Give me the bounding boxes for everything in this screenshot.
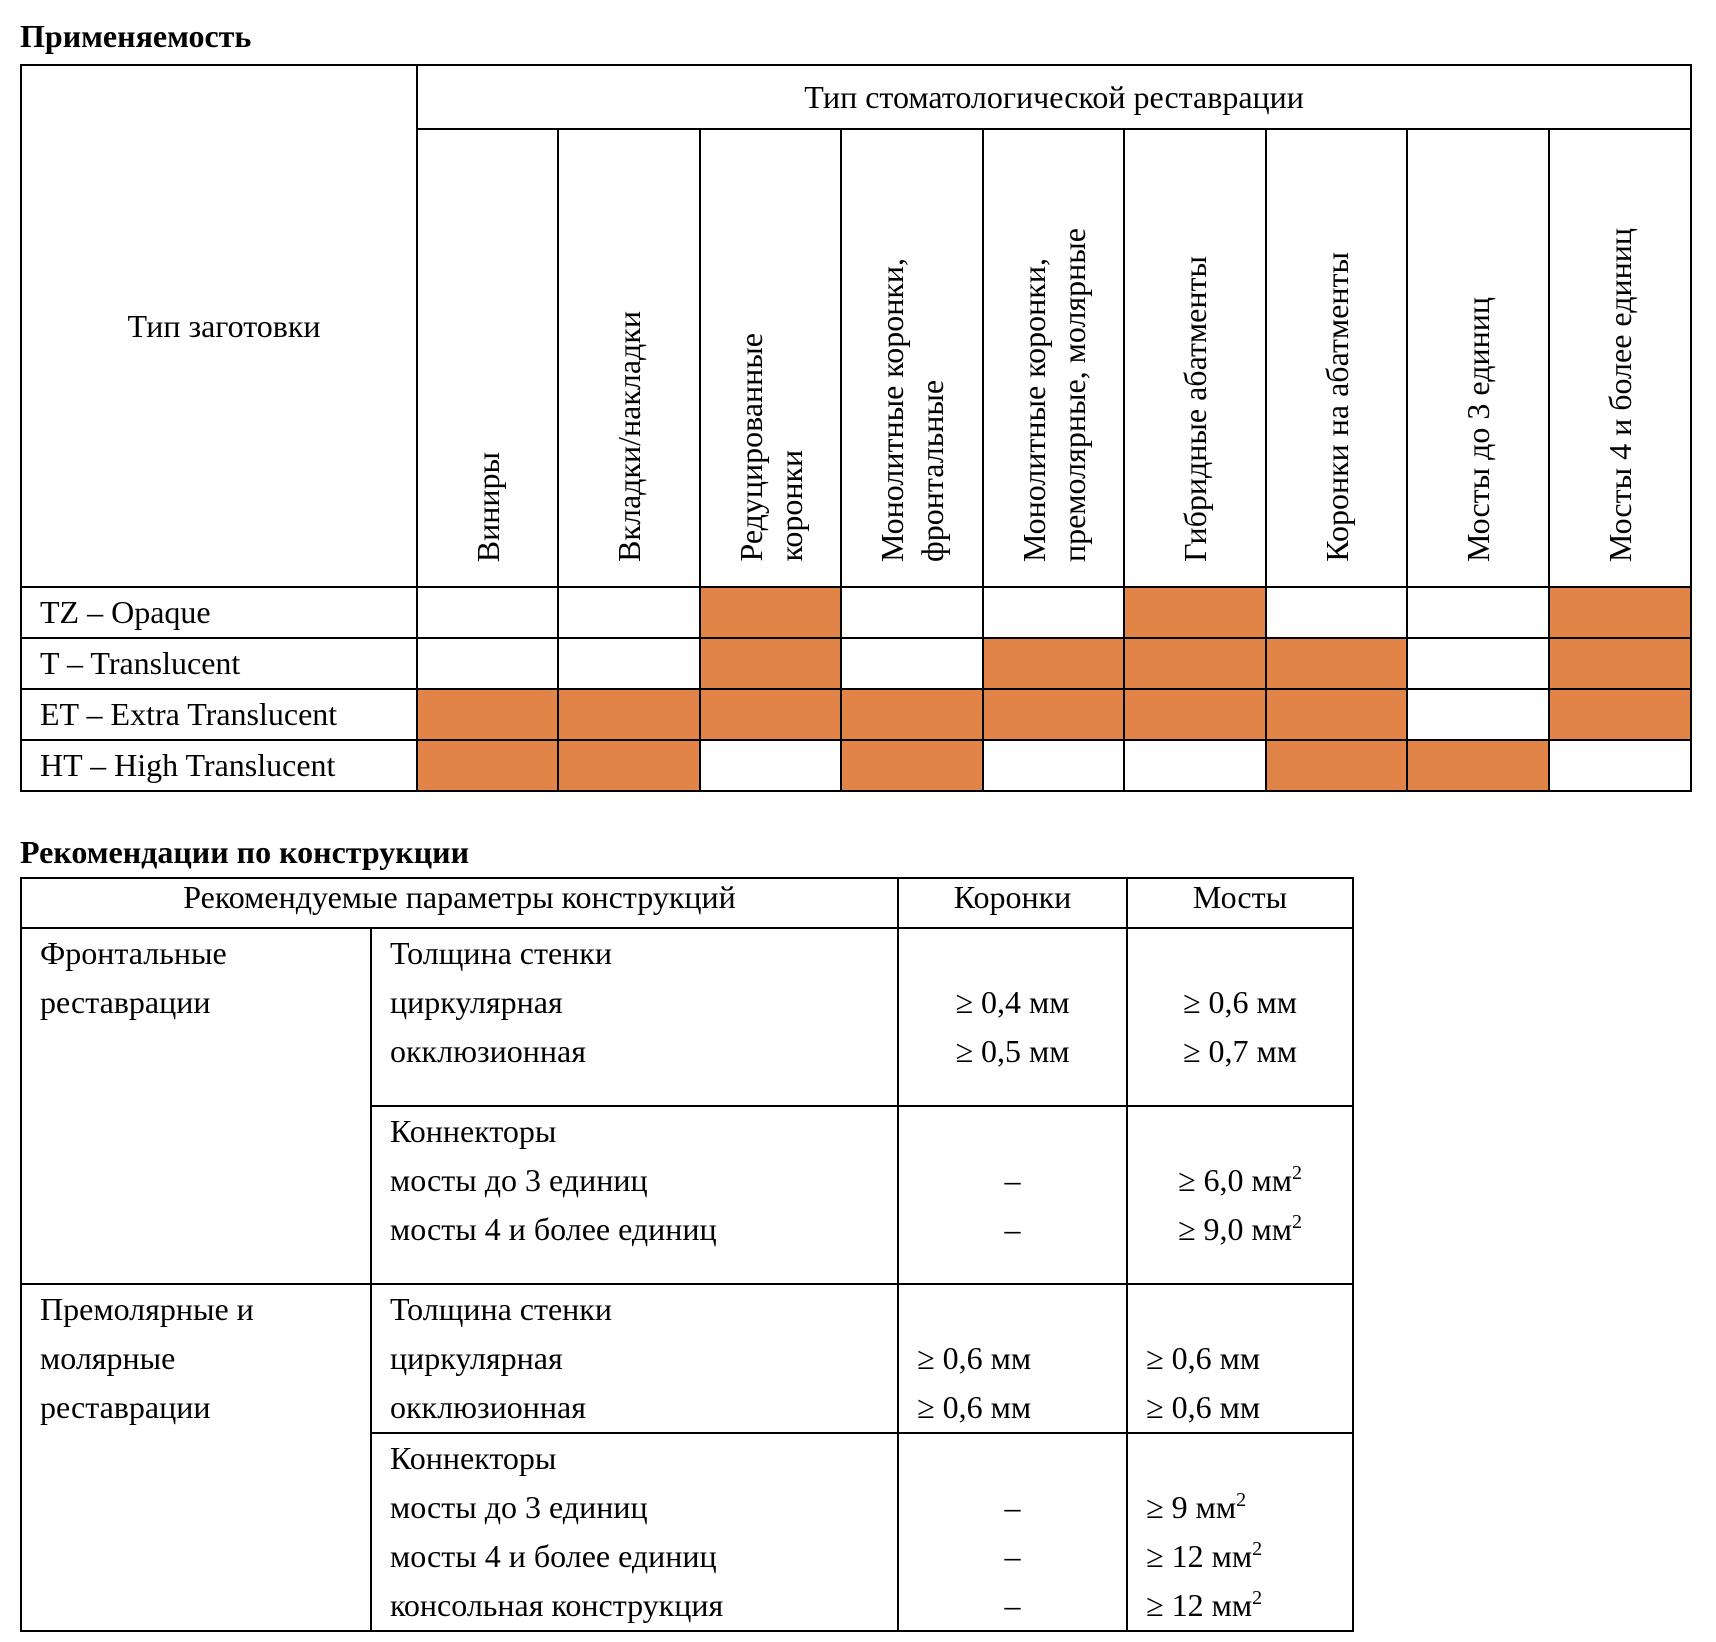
crowns-value: – <box>1004 1538 1021 1574</box>
not-applicable-cell <box>841 587 983 638</box>
bridges-value-text: ≥ 6,0 мм <box>1177 1162 1293 1198</box>
applicable-cell <box>841 689 983 740</box>
not-applicable-cell <box>841 638 983 689</box>
spacer <box>899 929 1126 978</box>
parameter-item: циркулярная <box>390 984 563 1020</box>
bridges-value-text: ≥ 0,6 мм <box>1182 984 1298 1020</box>
superscript: 2 <box>1292 1211 1303 1233</box>
parameter-item: мосты до 3 единиц <box>390 1489 648 1525</box>
superscript: 2 <box>1292 1162 1303 1184</box>
category-line: реставрации <box>40 984 211 1020</box>
parameter-title: Коннекторы <box>390 1440 557 1476</box>
column-label-line: Монолитные коронки, <box>1015 258 1052 562</box>
bridges-value-text: ≥ 0,6 мм <box>1146 1340 1261 1376</box>
column-label-line: Монолитные коронки, <box>874 258 910 562</box>
spacer <box>1128 929 1352 978</box>
parameter-cell <box>371 1433 898 1631</box>
not-applicable-cell <box>417 638 558 689</box>
applicable-cell <box>417 689 558 740</box>
restoration-column-header <box>1124 129 1266 587</box>
column-label-line: коронки <box>772 450 809 562</box>
crowns-value: ≥ 0,5 мм <box>955 1033 1070 1069</box>
recommendations-table <box>20 877 1354 1632</box>
column-label-line: Мосты 4 и более единиц <box>1602 227 1639 562</box>
bridges-value-cell <box>1127 1284 1353 1433</box>
applicable-cell <box>1266 638 1407 689</box>
bridges-value-text: ≥ 9,0 мм <box>1177 1211 1293 1247</box>
parameter-title: Коннекторы <box>390 1113 557 1149</box>
bridges-value <box>1128 1205 1352 1254</box>
table-row <box>21 689 1691 740</box>
superscript: 2 <box>1252 1538 1263 1560</box>
applicable-cell <box>1549 638 1691 689</box>
not-applicable-cell <box>1549 740 1691 791</box>
parameter-item: консольная конструкция <box>390 1587 724 1623</box>
category-line: Премолярные и <box>40 1291 254 1327</box>
crowns-value-cell <box>898 1433 1127 1631</box>
applicability-heading: Применяемость <box>20 18 252 54</box>
parameter-item: циркулярная <box>390 1340 563 1376</box>
parameter-item: окклюзионная <box>390 1033 586 1069</box>
applicable-cell <box>1266 689 1407 740</box>
parameter-item: мосты 4 и более единиц <box>390 1211 717 1247</box>
column-label-line: Виниры <box>469 451 506 562</box>
table-row <box>21 928 1353 1106</box>
spacer <box>899 1107 1126 1156</box>
not-applicable-cell <box>1266 587 1407 638</box>
not-applicable-cell <box>417 587 558 638</box>
applicable-cell <box>1266 740 1407 791</box>
bridges-value <box>1146 1383 1352 1432</box>
not-applicable-cell <box>983 740 1124 791</box>
applicable-cell <box>700 638 841 689</box>
restoration-column-header <box>983 129 1124 587</box>
table-row <box>21 638 1691 689</box>
not-applicable-cell <box>558 587 700 638</box>
restoration-column-header <box>417 129 558 587</box>
applicable-cell <box>1124 689 1266 740</box>
restoration-column-header <box>1549 129 1691 587</box>
column-label-line: Вкладки/накладки <box>611 311 647 562</box>
category-line: молярные <box>40 1340 176 1376</box>
crowns-value: – <box>1004 1489 1021 1525</box>
bridges-value-cell <box>1127 1433 1353 1631</box>
params-header: Рекомендуемые параметры конструкций <box>21 878 898 928</box>
crowns-value-cell <box>898 1284 1127 1433</box>
applicable-cell <box>700 587 841 638</box>
parameter-cell <box>371 928 898 1106</box>
category-line: реставрации <box>40 1389 211 1425</box>
bridges-value-text: ≥ 9 мм <box>1146 1489 1237 1525</box>
bridges-value-text: ≥ 0,6 мм <box>1146 1389 1261 1425</box>
not-applicable-cell <box>1407 638 1549 689</box>
parameter-cell <box>371 1284 898 1433</box>
crowns-value: ≥ 0,6 мм <box>917 1340 1032 1376</box>
parameter-item: окклюзионная <box>390 1389 586 1425</box>
restoration-column-header <box>558 129 700 587</box>
blank-type-label: TZ – Opaque <box>21 587 417 638</box>
bridges-value-cell <box>1127 1106 1353 1284</box>
vertical-label <box>872 258 952 562</box>
restoration-column-header <box>700 129 841 587</box>
bridges-value <box>1128 978 1352 1027</box>
parameter-item: мосты 4 и более единиц <box>390 1538 717 1574</box>
superscript: 2 <box>1252 1587 1263 1609</box>
blank-type-label: HT – High Translucent <box>21 740 417 791</box>
applicable-cell <box>558 740 700 791</box>
blank-type-header: Тип заготовки <box>21 65 417 587</box>
applicable-cell <box>558 689 700 740</box>
category-line: Фронтальные <box>40 935 227 971</box>
applicable-cell <box>1124 587 1266 638</box>
vertical-label <box>609 311 649 562</box>
bridges-value <box>1128 1156 1352 1205</box>
bridges-value <box>1128 1027 1352 1076</box>
bridges-value-text: ≥ 12 мм <box>1146 1587 1253 1623</box>
spacer <box>899 1434 1126 1483</box>
crowns-value-cell <box>898 928 1127 1106</box>
not-applicable-cell <box>558 638 700 689</box>
not-applicable-cell <box>1407 587 1549 638</box>
vertical-label <box>731 333 811 562</box>
crowns-value: ≥ 0,6 мм <box>917 1389 1032 1425</box>
blank-type-label: T – Translucent <box>21 638 417 689</box>
bridges-value <box>1146 1483 1352 1532</box>
parameter-cell <box>371 1106 898 1284</box>
bridges-value-cell <box>1127 928 1353 1106</box>
applicability-table <box>20 64 1692 792</box>
parameter-item: мосты до 3 единиц <box>390 1162 648 1198</box>
bridges-value <box>1146 1334 1352 1383</box>
not-applicable-cell <box>983 587 1124 638</box>
bridges-value-text: ≥ 12 мм <box>1146 1538 1253 1574</box>
column-label-line: Редуцированные <box>732 333 769 562</box>
restoration-category <box>21 1284 371 1631</box>
bridges-value-text: ≥ 0,7 мм <box>1182 1033 1298 1069</box>
vertical-label <box>1014 228 1094 562</box>
not-applicable-cell <box>1407 689 1549 740</box>
vertical-label <box>1600 228 1640 562</box>
crowns-value-cell <box>898 1106 1127 1284</box>
restoration-type-header: Тип стоматологической реставрации <box>417 65 1691 129</box>
spacer <box>917 1285 1126 1334</box>
column-label-line: премолярные, молярные <box>1055 227 1092 562</box>
crowns-header: Коронки <box>898 878 1127 928</box>
column-label-line: Гибридные абатменты <box>1177 256 1213 562</box>
applicable-cell <box>1124 638 1266 689</box>
crowns-value: – <box>1004 1211 1021 1247</box>
vertical-label <box>1458 297 1498 562</box>
crowns-value: – <box>1004 1587 1021 1623</box>
restoration-category <box>21 928 371 1284</box>
applicable-cell <box>1549 587 1691 638</box>
spacer <box>1146 1285 1352 1334</box>
applicable-cell <box>417 740 558 791</box>
parameter-title: Толщина стенки <box>390 935 612 971</box>
not-applicable-cell <box>700 740 841 791</box>
table-row <box>21 587 1691 638</box>
restoration-column-header <box>1407 129 1549 587</box>
not-applicable-cell <box>1124 740 1266 791</box>
spacer <box>1146 1434 1352 1483</box>
column-label-line: Мосты до 3 единиц <box>1460 297 1496 562</box>
column-label-line: фронтальные <box>914 379 950 562</box>
applicable-cell <box>983 689 1124 740</box>
applicable-cell <box>1549 689 1691 740</box>
bridges-value <box>1146 1532 1352 1581</box>
column-label-line: Коронки на абатменты <box>1318 252 1355 562</box>
spacer <box>1128 1107 1352 1156</box>
parameter-title: Толщина стенки <box>390 1291 612 1327</box>
vertical-label <box>468 452 508 562</box>
bridges-value <box>1146 1581 1352 1630</box>
restoration-column-header <box>1266 129 1407 587</box>
restoration-column-header <box>841 129 983 587</box>
vertical-label <box>1175 256 1215 562</box>
table-row <box>21 1284 1353 1433</box>
applicable-cell <box>1407 740 1549 791</box>
recommendations-heading: Рекомендации по конструкции <box>20 834 469 870</box>
applicable-cell <box>983 638 1124 689</box>
superscript: 2 <box>1236 1489 1247 1511</box>
vertical-label <box>1317 252 1357 562</box>
table-row <box>21 740 1691 791</box>
applicable-cell <box>841 740 983 791</box>
crowns-value: ≥ 0,4 мм <box>955 984 1070 1020</box>
applicable-cell <box>700 689 841 740</box>
bridges-header: Мосты <box>1127 878 1353 928</box>
blank-type-label: ET – Extra Translucent <box>21 689 417 740</box>
crowns-value: – <box>1004 1162 1021 1198</box>
